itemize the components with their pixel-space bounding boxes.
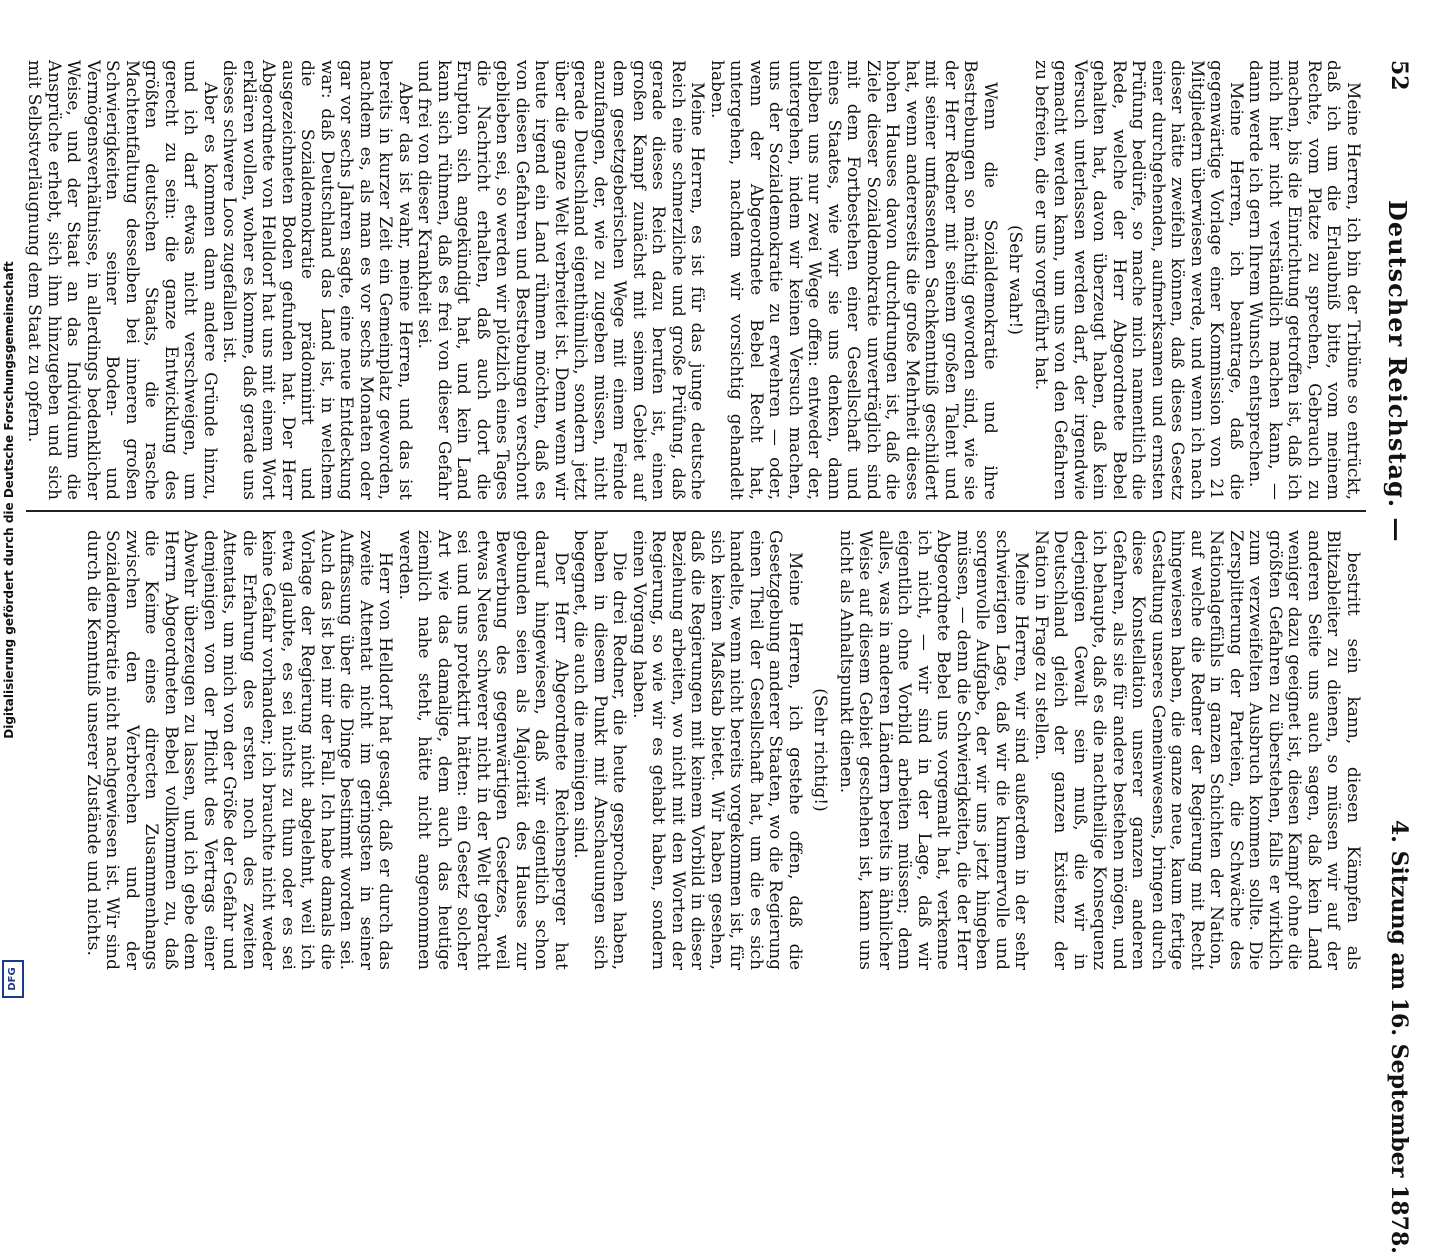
paragraph: Meine Herren, ich beantrage, daß die gegenwärtige Vorlage einer Kommission von 21 Mitgliedern überwiesen werde, und wenn ich nach dieser hätte zweifeln können, daß dieses Gesetz einer durchgehenden, aufmerksamen und ernsten Prüfung bedürfe, so mache mich namentlich die Rede, welche der Herr Abgeordnete Bebel gehalten hat, davon überzeugt haben, daß kein Versuch unterlassen werden darf, der irgendwie gemacht werden kann, um uns von den Gefahren zu befreien, die er uns vorgeführt hat. [1031, 60, 1246, 500]
page-header [1378, 60, 1414, 1254]
session-title: 4. Sitzung am 16. September 1878. [1386, 820, 1412, 1254]
left-column [24, 60, 1362, 500]
paragraph: Meine Herren, ich bin der Tribüne so entrückt, daß ich um die Erlaubniß bitte, vom meinem Rechte, vom Platze zu sprechen, Gebrauch zu machen, bis die Einrichtung getroffen ist, daß ich mich hier nicht verständlich machen kann, — dann werde ich gern Ihrem Wunsch entsprechen. [1245, 60, 1363, 500]
paragraph: Meine Herren, wir sind außerdem in der sehr schwierigen Lage, daß wir die kummervolle und sorgenvolle Aufgabe, der wir uns jetzt hingeben müssen, — denn die Schwierigkeiten, die der Herr Abgeordnete Bebel uns vorgemalt hat, verkenne ich nicht, — wir sind in der Lage, daß wir eigentlich ohne Vorbild arbeiten müssen; denn alles, was in anderen Ländern bereits in ähnlicher Weise auf diesem Gebiet geschehen ist, kann uns nicht als Anhaltspunkt dienen. [836, 530, 1032, 970]
paragraph: Aber das ist wahr, meine Herren, und das ist bereits in kurzer Zeit ein Gemeinplatz geworden, nachdem es, als man es vor sechs Monaten oder gar vor sechs Jahren sagte, eine neue Entdeckung war: daß Deutschland das Land ist, in welchem die Sozialdemokratie prädominirt und ausgezeichneten Boden gefunden hat. Der Herr Abgeordnete von Helldorf hat uns mit einem Wort erklären wollen, woher es komme, daß gerade uns dieses schwere Loos zugefallen ist. [219, 60, 415, 500]
page-number: 52 [1386, 60, 1412, 91]
paragraph: Meine Herren, ich gestehe offen, daß die Gesetzgebung anderer Staaten, wo die Regierung einen Theil der Gesellschaft hat, um die es sich handelte, wenn nicht bereits vorgekommen ist, für sich keinen Maßstab bietet. Wir haben gesehen, daß die Regierungen mit keinem Vorbild in dieser Beziehung arbeiten, wo nicht mit den Worten der Regierung, so wie wir es gehabt haben, sondern einen Vorgang haben. [629, 530, 805, 970]
running-head: Deutscher Reichstag. — [1383, 200, 1412, 543]
interjection: (Sehr richtig!) [810, 688, 831, 812]
digitization-note: Digitalisierung gefördert durch die Deutsche Forschungsgemeinschaft [2, 261, 16, 739]
dfg-logo: DFG [2, 960, 24, 998]
paragraph: Wenn die Sozialdemokratie und ihre Bestrebungen so mächtig geworden sind, wie sie der Herr Redner mit seinem großen Talent und mit seiner umfassenden Sachkenntniß geschildert hat, wenn andererseits die große Mehrheit dieses hohen Hauses davon durchdrungen ist, daß die Ziele dieser Sozialdemokratie unverträglich sind mit dem Fortbestehen einer Gesellschaft und eines Staates, wie wir sie uns denken, dann bleiben uns nur zwei Wege offen: entweder der, untergehen, indem wir keinen Versuch machen, uns der Sozialdemokratie zu erwehren — oder, wenn der Abgeordnete Bebel Recht hat, untergehen, nachdem wir vorsichtig gehandelt haben. [707, 60, 1000, 500]
interjection: (Sehr wahr!) [1005, 224, 1026, 336]
paragraph: Meine Herren, es ist für das junge deutsche Reich eine schmerzliche und große Prüfung, daß gerade dieses Reich dazu berufen ist, einen großen Kampf zunächst mit seinem Gebiet auf dem gesetzgeberischen Wege mit einem Feinde anzufangen, der, wie zu zugeben müssen, nicht gerade Deutschland eigenthümlich, sondern jetzt über die ganze Welt verbreitet ist. Denn wenn wir heute irgend ein Land rühmen möchten, daß es von diesen Gefahren und Bestrebungen verschont geblieben sei, so werden wir plötzlich eines Tages die Nachricht erhalten, daß auch dort die Eruption sich angekündigt hat, und kein Land kann sich rühmen, daß es frei von dieser Gefahr und frei von dieser Krankheit sei. [414, 60, 708, 500]
paragraph: Aber es kommen dann andere Gründe hinzu, und ich darf etwas nicht verschweigen, um gerecht zu sein: die ganze Entwicklung des größten deutschen Staats, die rasche Machtentfaltung desselben bei inneren großen Schwierigkeiten seiner Boden- und Vermögensverhältnisse, in allerdings bedenklicher Weise, und der Staat an das Individuum die Ansprüche erhebt, sich ihm hinzugeben und sich mit Selbstverläugnung dem Staat zu opfern. [24, 60, 220, 500]
paragraph: Der Herr Abgeordnete Reichensperger hat darauf hingewiesen, daß wir eigentlich schon gebunden seien als Majorität des Hauses zur Bewerbung des gegenwärtigen Gesetzes, weil etwas Neues schwerer nicht in der Welt gebracht sei und uns protektirt hätten: ein Gesetz solcher Art wie das damalige, dem auch das heutige ziemlich nahe steht, hätte nicht angenommen werden. [395, 530, 571, 970]
paragraph: Herr von Helldorf hat gesagt, daß er durch das zweite Attentat nicht im geringsten in seiner Auffassung über die Dinge bestimmt worden sei. Auch das ist bei mir der Fall. Ich habe damals die Vorlage der Regierung nicht abgelehnt, weil ich etwa glaubte, es sei nichts zu thun oder es sei keine Gefahr vorhanden; ich brauchte nicht weder die Erfahrung des ersten noch des zweiten Attentats, um mich von der Größe der Gefahr und demjenigen von der Pflicht des Vertrags einer Abwehr überzeugen zu lassen, und ich gebe dem Herrn Abgeordneten Bebel vollkommen zu, daß die Keime eines directen Zusammenhangs zwischen den Verbrechen und der Sozialdemokratie nicht nachgewiesen ist. Wir sind durch die Kenntniß unserer Zustände und nichts. [83, 530, 396, 970]
paragraph: Die drei Redner, die heute gesprochen haben, haben in diesem Punkt mit Anschauungen sich begegnet, die auch die meinigen sind. [570, 530, 630, 970]
paragraph: bestritt sein kann, diesen Kämpfen als Blitzableiter zu dienen, so müssen wir auf der anderen Seite uns auch sagen, daß kein Land weniger dazu geeignet ist, diesen Kampf ohne die größten Gefahren zu überstehen, falls er wirklich zum verzweifelten Ausbruch kommen sollte. Die Zersplitterung der Parteien, die Schwäche des Nationalgefühls in ganzen Schichten der Nation, auf welche die Redner der Regierung mit Recht hingewiesen haben, die ganze neue, kaum fertige Gestaltung unseres Gemeinwesens, bringen durch diese Konstellation unserer ganzen anderen Gefahren, als sie für andere bestehen mögen, und ich behaupte, daß es die nachtheilige Konsequenz derjenigen Gewalt sein muß, die wir in Deutschland gleich der ganzen Existenz der Nation in Frage zu stellen. [1031, 530, 1363, 970]
column-divider [26, 510, 1366, 512]
right-column [83, 530, 1363, 970]
